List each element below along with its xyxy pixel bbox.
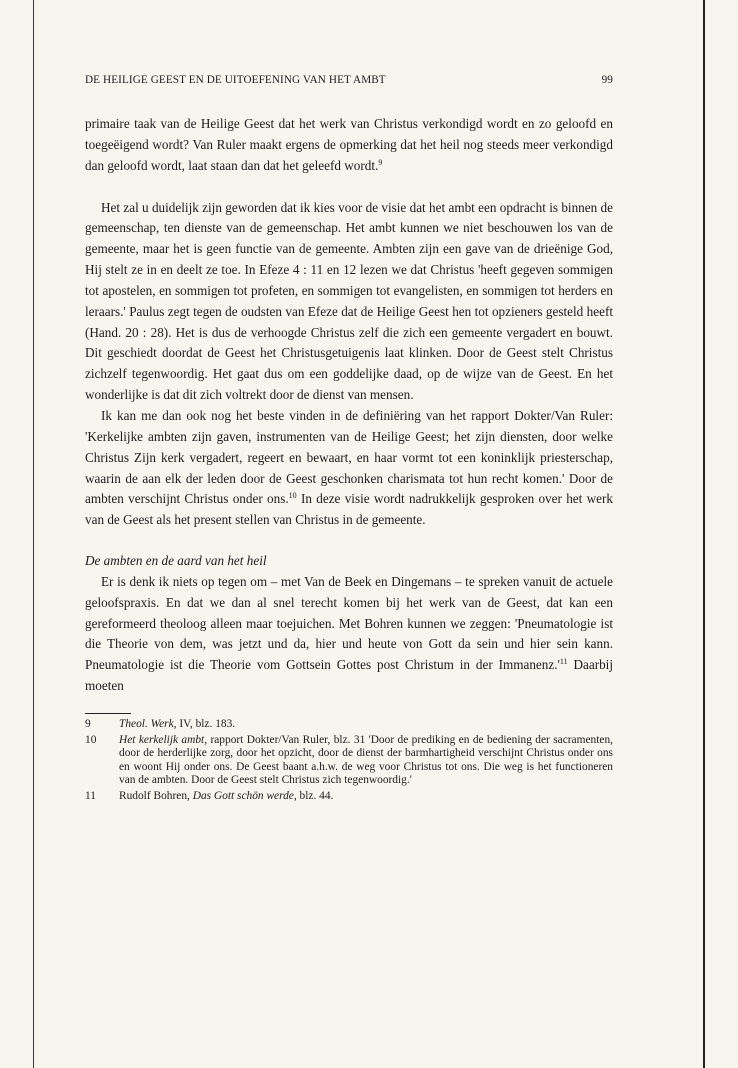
section-heading: De ambten en de aard van het heil [85,553,267,569]
footnote-separator [85,713,131,714]
footnote-title: Het kerkelijk ambt, [119,733,208,746]
section-paragraph-text-a: Er is denk ik niets op tegen om – met Van de Beek en Dingemans – te spreken vanuit de actuele geloofspraxis. En dat we dan al snel terecht komen bij het werk van de Geest, dat kan een gereformeerd theoloog alleen maar toejuichen. Met Bohren kunnen we zeggen: 'Pneumatologie ist die Theorie von dem, was jetzt und da, hier und heute von Gott da sein und hier sein kann. Pneumatologie ist die Theorie vom Gottsein Gottes post Christum in der Immanenz.' [85,573,613,673]
page-edge-right [703,0,705,1068]
footnote-11 [85,790,613,804]
footnote-text: blz. 44. [296,789,334,802]
footnote-text: IV, blz. 183. [176,717,236,730]
page-edge-left [33,0,34,1068]
footnote-author: Rudolf Bohren, [119,789,193,802]
footnote-number: 11 [85,789,96,802]
footnote-10 [85,734,613,788]
paragraph-1-text: primaire taak van de Heilige Geest dat het werk van Christus verkondigd wordt en zo geloofd en toegeëigend wordt? Van Ruler maakt ergens de opmerking dat het heil nog steeds meer verkondigd dan geloofd wordt, laat staan dan dat het geleefd wordt. [85,116,613,173]
footnote-ref-10: 10 [288,491,297,501]
section-paragraph-text-b: Daarbij moeten [85,657,614,694]
paragraph-2-text: Het zal u duidelijk zijn geworden dat ik kies voor de visie dat het ambt een opdracht is binnen de gemeenschap, ten dienste van de gemeenschap. Het ambt kunnen we niet beschouwen los van de gemeente, maar het is geen functie van de gemeente. Ambten zijn een gave van de drieënige God, Hij stelt ze in en deelt ze toe. In Efeze 4 : 11 en 12 lezen we dat Christus 'heeft gegeven sommigen tot apostelen, en sommigen tot profeten, en sommigen tot evangelisten, en sommigen tot herders en leraars.' Paulus zegt tegen de oudsten van Efeze dat de Heilige Geest hen tot opzieners gesteld heeft (Hand. 20 : 28). Het is dus de verhoogde Christus zelf die zich een gemeente vergadert en bouwt. Dit geschiedt doordat de Geest het Christusgetuigenis laat klinken. Door de Geest stelt Christus zichzelf tegenwoordig. Het gaat dus om een goddelijke daad, op de wijze van de Geest. En het wonderlijke is dat dit zich voltrekt door de dienst van mensen. [85,199,613,403]
paragraph-3-text-b: In deze visie wordt nadrukkelijk gesproken over het werk van de Geest als het present stellen van Christus in de gemeente. [85,491,613,528]
running-head [85,74,613,90]
footnote-ref-11: 11 [559,657,568,667]
paragraph-2 [85,198,613,406]
footnote-number: 9 [85,717,91,730]
footnotes [85,718,613,804]
running-head-title: DE HEILIGE GEEST EN DE UITOEFENING VAN HET AMBT [85,74,386,86]
section-paragraph [85,572,613,697]
footnote-9 [85,718,613,732]
paragraph-3 [85,406,613,531]
footnote-ref-9: 9 [378,157,383,167]
book-page [85,74,613,806]
footnote-number: 10 [85,733,97,746]
page-number: 99 [601,74,613,86]
footnote-text: rapport Dokter/Van Ruler, blz. 31 'Door de prediking en de bediening der sacramenten, door de herderlijke zorg, door het opzicht, door de dienst der barmhartigheid verschijnt Christus onder ons en woont Hij onder ons. De Geest baant a.h.w. de weg voor Christus tot ons. Die weg is het functioneren van de ambten. Door de Geest stelt Christus zich tegenwoordig.' [119,733,613,787]
paragraph-3-text-a: Ik kan me dan ook nog het beste vinden in de definiëring van het rapport Dokter/Van Ruler: 'Kerkelijke ambten zijn gaven, instrumenten van de Heilige Geest; het zijn diensten, door welke Christus Zijn kerk vergadert, regeert en bewaart, en haar vormt tot een koninklijk priesterschap, waarin de aan elk der leden door de Geest geschonken charismata tot hun recht komen.' Door de ambten verschijnt Christus onder ons. [85,407,613,507]
paragraph-1 [85,114,613,177]
footnote-title: Theol. Werk, [119,717,177,730]
footnote-title: Das Gott schön werde, [192,789,297,802]
